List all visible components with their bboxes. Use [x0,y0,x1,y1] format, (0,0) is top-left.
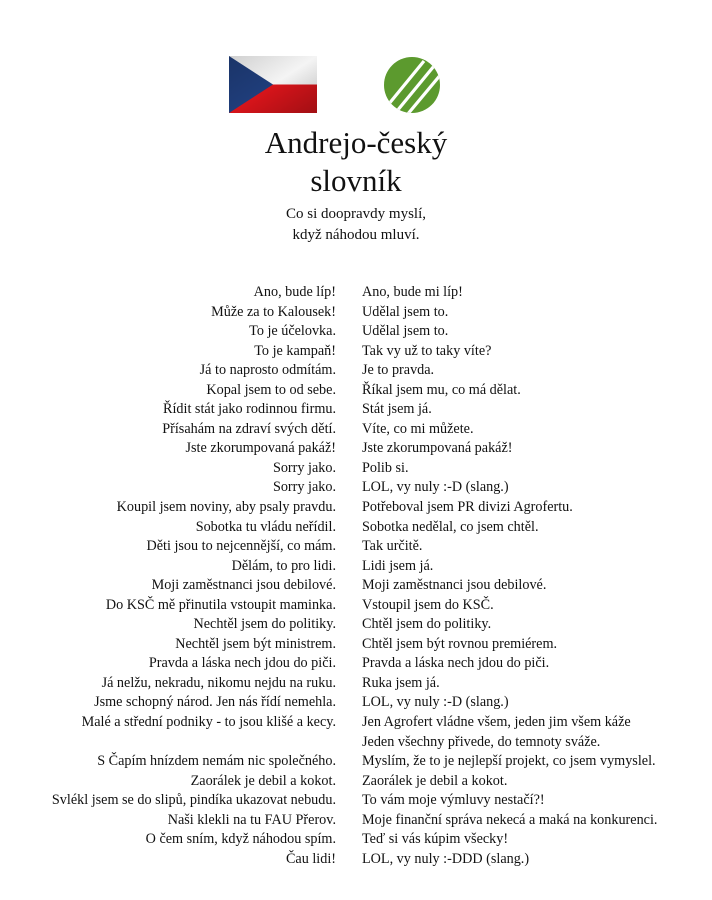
entry-said-text: Kopal jsem to od sebe. [206,381,336,398]
entry-meant-text: Tak vy už to taky víte? [362,342,492,359]
entry-said-text: Moji zaměstnanci jsou debilové. [151,577,336,594]
entry-meant-text: Vstoupil jsem do KSČ. [362,596,494,613]
dictionary-entry [0,518,712,538]
entry-said-text: Nechtěl jsem do politiky. [193,616,336,633]
dictionary-entry [0,537,712,557]
dictionary-entry [0,557,712,577]
dictionary-entry [0,439,712,459]
entry-meant-text: Lidi jsem já. [362,557,434,574]
entry-meant-text: Jen Agrofert vládne všem, jeden jim všem káže [362,714,631,731]
entry-said-text: Řídit stát jako rodinnou firmu. [163,401,336,418]
entry-meant-text: To vám moje výmluvy nestačí?! [362,792,545,809]
entry-said-text: Do KSČ mě přinutila vstoupit maminka. [105,596,336,613]
dictionary-entry [0,381,712,401]
entry-said-text: Já nelžu, nekradu, nikomu nejdu na ruku. [101,674,336,691]
dictionary-entry [0,420,712,440]
entry-meant-text: Udělal jsem to. [362,323,449,340]
entry-said-text: S Čapím hnízdem nemám nic společného. [97,753,336,770]
dictionary-entry [0,322,712,342]
entry-said-text: Čau lidi! [285,850,336,867]
entry-meant-text: Teď si vás kúpim všecky! [362,831,509,848]
entry-said-text: Zaorálek je debil a kokot. [190,772,336,789]
dictionary-entry [0,674,712,694]
entry-meant-text: LOL, vy nuly :-DDD (slang.) [362,850,530,867]
entry-said-text: Já to naprosto odmítám. [199,362,336,379]
dictionary-entry [0,459,712,479]
entry-meant-text: LOL, vy nuly :-D (slang.) [362,694,509,711]
entry-meant-text: Chtěl jsem být rovnou premiérem. [362,635,558,652]
entry-meant-text: Říkal jsem mu, co má dělat. [362,381,521,398]
entry-meant-text: Potřeboval jsem PR divizi Agrofertu. [362,499,573,516]
dictionary-entry [0,498,712,518]
dictionary-entry [0,478,712,498]
title-line-2: slovník [310,163,402,198]
entry-said-text: Sobotka tu vládu neřídil. [195,518,336,535]
entry-said-text: Jsme schopný národ. Jen nás řídí nemehla. [94,694,336,711]
dictionary-entry [0,791,712,811]
entry-meant-text: Zaorálek je debil a kokot. [362,772,508,789]
dictionary-entry [0,303,712,323]
entry-meant-text: Moje finanční správa nekecá a maká na konkurenci. [362,811,658,828]
header-logos [0,56,712,114]
entry-meant-text: Udělal jsem to. [362,303,449,320]
dictionary-entry [0,342,712,362]
entry-meant-text: Moji zaměstnanci jsou debilové. [362,577,547,594]
entry-said-text: Nechtěl jsem být ministrem. [175,635,336,652]
entry-meant-text: Jste zkorumpovaná pakáž! [362,440,513,457]
agrofert-logo-icon [384,57,440,113]
entry-meant-text: Víte, co mi můžete. [362,420,474,437]
entry-meant-text: Ano, bude mi líp! [362,284,463,300]
dictionary-entry [0,400,712,420]
entry-meant-text: Stát jsem já. [362,401,432,418]
dictionary-entry [0,654,712,674]
dictionary-entry [0,811,712,831]
dictionary-entry [0,752,712,772]
entry-meant-text: Polib si. [362,459,409,476]
subtitle-line-2: když náhodou mluví. [292,227,420,243]
entry-said-text: Děti jsou to nejcennější, co mám. [146,538,336,555]
entry-meant-text: Pravda a láska nech jdou do piči. [362,655,550,672]
entry-said-text: Koupil jsem noviny, aby psaly pravdu. [116,499,336,516]
entry-meant-text: Ruka jsem já. [362,674,440,691]
dictionary-entry [0,733,712,753]
dictionary-entry [0,635,712,655]
dictionary-entry [0,576,712,596]
dictionary-entry [0,713,712,733]
entry-said-text: Přísahám na zdraví svých dětí. [162,420,336,437]
dictionary-entry [0,283,712,303]
dictionary-entry [0,850,712,870]
dictionary-entry [0,830,712,850]
dictionary-entry [0,772,712,792]
czech-flag-icon [229,56,317,113]
dictionary-list [0,283,712,869]
entry-meant-text: Myslím, že to je nejlepší projekt, co jsem vymyslel. [362,753,656,770]
entry-meant-text: LOL, vy nuly :-D (slang.) [362,479,509,496]
entry-said-text: Naši klekli na tu FAU Přerov. [167,811,336,828]
dictionary-entry [0,596,712,616]
dictionary-entry [0,361,712,381]
entry-said-text: To je kampaň! [254,342,336,359]
entry-said-text: Může za to Kalousek! [211,303,336,320]
entry-said-text: Sorry jako. [272,479,336,496]
entry-meant-text: Sobotka nedělal, co jsem chtěl. [362,518,539,535]
page-title [0,124,712,200]
entry-said-text: Pravda a láska nech jdou do piči. [148,655,336,672]
entry-meant-text: Chtěl jsem do politiky. [362,616,492,633]
entry-meant-text: Tak určitě. [362,538,423,555]
dictionary-entry [0,693,712,713]
entry-said-text: O čem sním, když náhodou spím. [145,831,336,848]
subtitle-line-1: Co si doopravdy myslí, [285,206,426,222]
entry-said-text: To je účelovka. [249,323,336,340]
entry-said-text: Sorry jako. [272,459,336,476]
entry-said-text: Jste zkorumpovaná pakáž! [185,440,336,457]
dictionary-entry [0,615,712,635]
entry-meant-text: Jeden všechny přivede, do temnoty sváže. [362,733,601,750]
entry-said-text: Svlékl jsem se do slipů, pindíka ukazovat nebudu. [51,792,336,809]
entry-said-text: Dělám, to pro lidi. [231,557,336,574]
entry-meant-text: Je to pravda. [362,362,435,379]
title-line-1: Andrejo-český [264,125,448,160]
entry-said-text: Ano, bude líp! [253,284,336,300]
page-subtitle [0,204,712,246]
entry-said-text: Malé a střední podniky - to jsou klišé a kecy. [81,714,336,731]
